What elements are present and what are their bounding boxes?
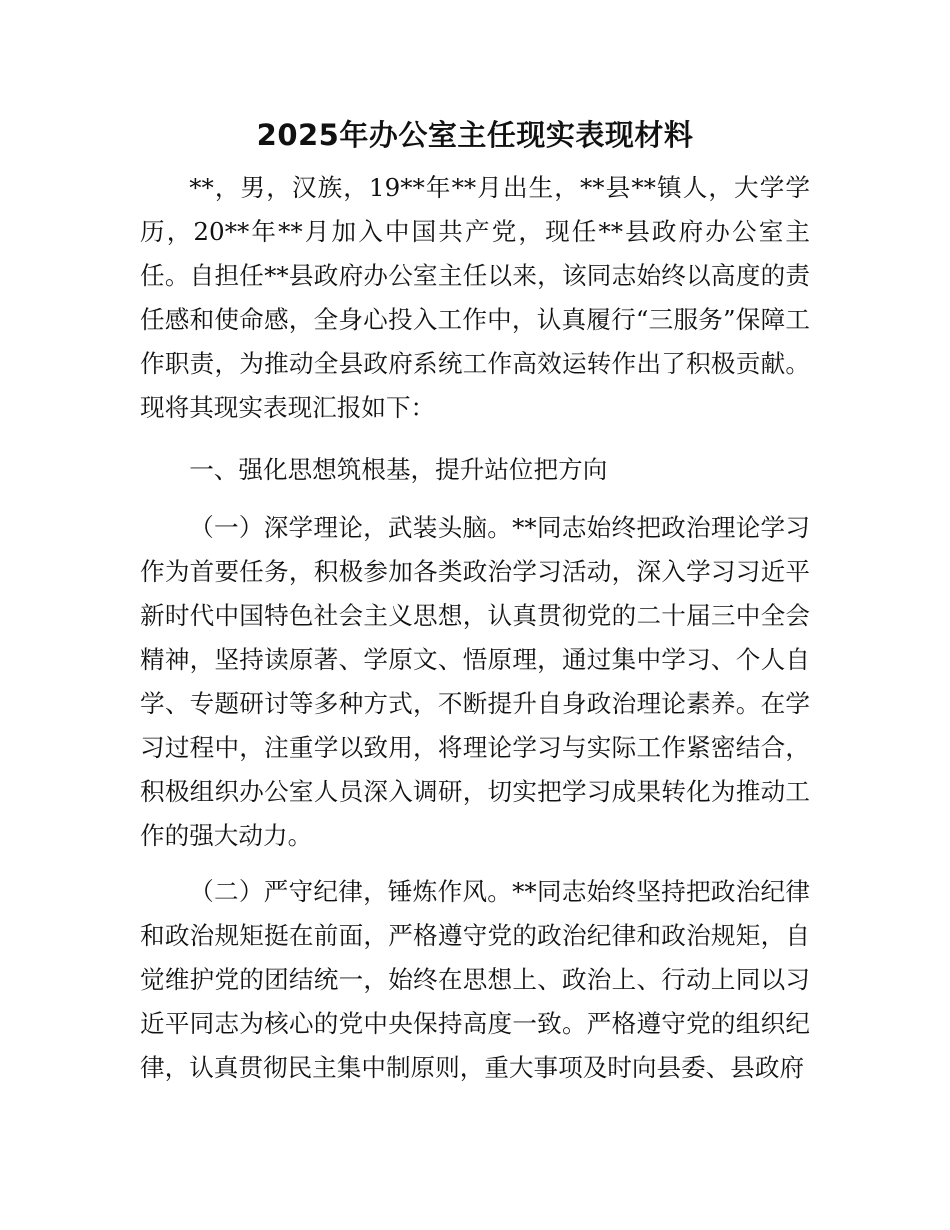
section-heading-1: 一、强化思想筑根基，提升站位把方向 <box>189 455 608 484</box>
document-body <box>140 110 810 1102</box>
section-1-paragraph-1: （一）深学理论，武装头脑。**同志始终把政治理论学习作为首要任务，积极参加各类政治学习活动，深入学习习近平新时代中国特色社会主义思想，认真贯彻党的二十届三中全会精神，坚持读原著、学原文、悟原理，通过集中学习、个人自学、专题研讨等多种方式，不断提升自身政治理论素养。在学习过程中，注重学以致用，将理论学习与实际工作紧密结合，积极组织办公室人员深入调研，切实把学习成果转化为推动工作的强大动力。 <box>140 513 810 850</box>
document-title: 2025年办公室主任现实表现材料 <box>256 118 694 152</box>
section-1-paragraph-2: （二）严守纪律，锤炼作风。**同志始终坚持把政治纪律和政治规矩挺在前面，严格遵守党的政治纪律和政治规矩，自觉维护党的团结统一，始终在思想上、政治上、行动上同以习近平同志为核心的党中央保持高度一致。严格遵守党的组织纪律，认真贯彻民主集中制原则，重大事项及时向县委、县政府 <box>140 877 810 1082</box>
intro-paragraph: **，男，汉族，19**年**月出生，**县**镇人，大学学历，20**年**月加入中国共产党，现任**县政府办公室主任。自担任**县政府办公室主任以来，该同志始终以高度的责任感和使命感，全身心投入工作中，认真履行“三服务”保障工作职责，为推动全县政府系统工作高效运转作出了积极贡献。现将其现实表现汇报如下： <box>140 173 810 422</box>
